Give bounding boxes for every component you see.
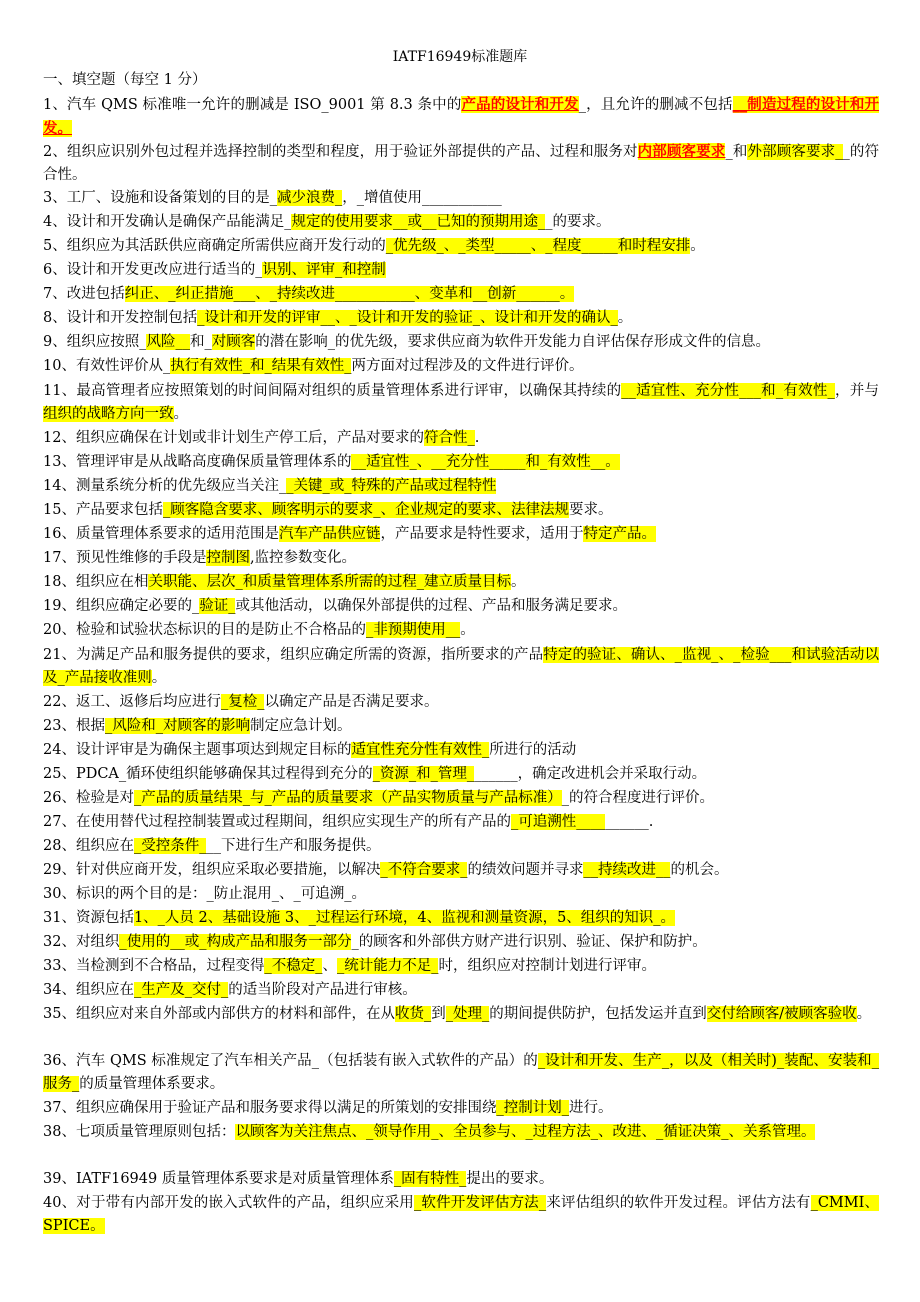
question-text: 40、对于带有内部开发的嵌入式软件的产品，组织应采用 bbox=[43, 1195, 414, 1211]
question-text: 的绩效问题并寻求 bbox=[467, 862, 584, 878]
question-text: _和 bbox=[725, 144, 748, 160]
answer-highlight: __适宜性、充分性___和_有效性_ bbox=[621, 383, 835, 399]
question-text: 。 bbox=[173, 406, 188, 423]
answer-highlight: 验证_ bbox=[199, 598, 236, 614]
question-text: 的潜在影响_的优先级，要求供应商为软件开发能力自评估保存形成文件的信息。 bbox=[255, 334, 770, 350]
question-item bbox=[43, 835, 879, 858]
question-text: 。 bbox=[617, 310, 633, 326]
question-text: 进行。 bbox=[568, 1100, 613, 1116]
question-item bbox=[43, 931, 879, 954]
question-text: 20、检验和试验状态标识的目的是防止不合格品的 bbox=[43, 622, 366, 638]
answer-highlight: _不符合要求_ bbox=[380, 862, 468, 878]
question-text: 24、设计评审是为确保主题事项达到规定目标的 bbox=[43, 742, 352, 758]
answer-highlight: __持续改进__ bbox=[583, 862, 671, 878]
question-item bbox=[43, 1050, 879, 1097]
question-item bbox=[43, 811, 879, 834]
question-text: . bbox=[474, 430, 480, 446]
question-text: 的机会。 bbox=[670, 862, 729, 878]
question-text: 5、组织应为其活跃供应商确定所需供应商开发行动的 bbox=[43, 238, 386, 254]
question-item bbox=[43, 380, 879, 427]
answer-highlight: __适宜性_、__充分性_____和_有效性__。 bbox=[351, 454, 620, 470]
question-text: 到 bbox=[431, 1006, 446, 1022]
question-item bbox=[43, 979, 879, 1002]
question-text: 。 bbox=[690, 238, 705, 254]
question-item bbox=[43, 715, 879, 738]
question-item bbox=[43, 787, 879, 810]
answer-highlight: 风险__ bbox=[146, 334, 190, 350]
question-text: 13、管理评审是从战略高度确保质量管理体系的 bbox=[43, 454, 352, 470]
question-item bbox=[43, 140, 879, 188]
question-text: 。 bbox=[460, 622, 475, 638]
question-item bbox=[43, 1121, 879, 1144]
question-text: ______. bbox=[605, 814, 654, 830]
question-text: ,监控参数变化。 bbox=[249, 550, 357, 566]
question-item bbox=[43, 1168, 879, 1191]
answer-highlight: _非预期使用__ bbox=[365, 622, 461, 638]
question-text: 15、产品要求包括 bbox=[43, 502, 163, 518]
question-text: 27、在使用替代过程控制装置或过程期间，组织应实现生产的所有产品的 bbox=[43, 814, 511, 830]
question-item bbox=[43, 1097, 879, 1120]
question-text: __下进行生产和服务提供。 bbox=[206, 838, 381, 854]
answer-highlight: _顾客隐含要求、顾客明示的要求_、企业规定的要求、法律法规 bbox=[162, 502, 569, 518]
question-text: 。 bbox=[510, 574, 526, 590]
question-text: 和_ bbox=[189, 334, 212, 350]
question-text: 或其他活动，以确保外部提供的过程、产品和服务满足要求。 bbox=[235, 598, 627, 614]
answer-highlight: 纠正、_纠正措施___、_持续改进___________、变革和__创新______。 bbox=[124, 286, 575, 302]
question-text: ，并与 bbox=[834, 383, 879, 399]
question-text: 6、设计和开发更改应进行适当的_ bbox=[43, 262, 263, 278]
question-item bbox=[43, 1003, 879, 1026]
question-item bbox=[43, 331, 879, 354]
question-text: 23、根据 bbox=[43, 718, 105, 734]
question-text: 29、针对供应商开发，组织应采取必要措施，以解决 bbox=[43, 862, 381, 878]
answer-highlight: 识别、评审_和控制 bbox=[262, 262, 386, 278]
question-item bbox=[43, 259, 879, 282]
question-text: 32、对组织 bbox=[43, 934, 120, 950]
answer-highlight: _CMMI、SPICE。 bbox=[43, 1195, 880, 1235]
question-item bbox=[43, 283, 879, 306]
question-text: 34、组织应在 bbox=[43, 982, 134, 998]
question-text: 7、改进包括 bbox=[43, 286, 125, 302]
question-text: 26、检验是对 bbox=[43, 790, 134, 806]
question-text: 28、组织应在 bbox=[43, 838, 134, 854]
answer-highlight: _资源_和_管理_ bbox=[372, 766, 475, 782]
question-text: _的顾客和外部供方财产进行识别、验证、保护和防护。 bbox=[351, 934, 707, 950]
question-text: ，产品要求是特性要求，适用于 bbox=[380, 526, 584, 542]
question-text: 的期间提供防护，包括发运并直到 bbox=[489, 1006, 707, 1022]
question-text: 16、质量管理体系要求的适用范围是 bbox=[43, 526, 279, 542]
question-text: 17、预见性维修的手段是 bbox=[43, 550, 207, 566]
answer-highlight: 对顾客 bbox=[211, 334, 256, 350]
answer-highlight: _设计和开发、生产_，以及（相关时)_装配、安装和_服务_ bbox=[43, 1053, 879, 1093]
answer-highlight: 汽车产品供应链 bbox=[278, 526, 381, 542]
question-text: 21、为满足产品和服务提供的要求，组织应确定所需的资源，指所要求的产品 bbox=[43, 647, 544, 663]
question-text: 36、汽车 QMS 标准规定了汽车相关产品_（包括装有嵌入式软件的产品）的 bbox=[43, 1053, 538, 1069]
answer-highlight: 适宜性充分性有效性_ bbox=[351, 742, 490, 758]
question-item bbox=[43, 547, 879, 570]
answer-highlight: 内部顾客要求 bbox=[637, 143, 726, 160]
question-text: 来评估组织的软件开发过程。评估方法有 bbox=[546, 1195, 811, 1211]
question-item bbox=[43, 499, 879, 522]
question-text: 9、组织应按照_ bbox=[43, 334, 147, 350]
question-item bbox=[43, 1192, 879, 1239]
answer-highlight: _处理_ bbox=[445, 1006, 490, 1022]
answer-highlight: 收货_ bbox=[394, 1006, 432, 1022]
answer-highlight: 关职能、层次_和质量管理体系所需的过程_建立质量目标 bbox=[148, 574, 511, 590]
question-item bbox=[43, 691, 879, 714]
question-text: 以确定产品是否满足要求。 bbox=[264, 694, 439, 710]
question-item bbox=[43, 211, 879, 234]
question-item bbox=[43, 955, 879, 978]
answer-highlight: _不稳定_ bbox=[264, 958, 323, 974]
answer-highlight: 外部顾客要求_ bbox=[747, 144, 843, 160]
question-item bbox=[43, 644, 879, 691]
question-text: 12、组织应确保在计划或非计划生产停工后，产品对要求的 bbox=[43, 430, 424, 446]
answer-highlight: _生产及_交付_ bbox=[133, 982, 229, 998]
question-item bbox=[43, 859, 879, 882]
question-text: 时，组织应对控制计划进行评审。 bbox=[438, 958, 656, 974]
question-text: 。 bbox=[856, 1006, 872, 1022]
question-item bbox=[43, 523, 879, 546]
question-text: 39、IATF16949 质量管理体系要求是对质量管理体系 bbox=[43, 1171, 394, 1187]
question-item bbox=[43, 427, 879, 450]
answer-highlight: 交付给顾客/被顾客验收 bbox=[706, 1006, 857, 1022]
answer-highlight: 控制图 bbox=[206, 550, 250, 566]
question-text: 33、当检测到不合格品，过程变得 bbox=[43, 958, 265, 974]
question-text: 38、七项质量管理原则包括： bbox=[43, 1124, 236, 1140]
question-text: _的符合性。 bbox=[43, 144, 880, 184]
question-text: 制定应急计划。 bbox=[249, 718, 352, 734]
answer-highlight: _统计能力不足_ bbox=[336, 958, 439, 974]
answer-highlight: 减少浪费_ bbox=[276, 190, 343, 206]
question-text: 35、组织应对来自外部或内部供方的材料和部件，在从 bbox=[43, 1006, 395, 1022]
answer-highlight: _优先级_、_类型_____、_程度_____和时程安排 bbox=[385, 238, 691, 254]
question-item bbox=[43, 475, 879, 498]
question-item bbox=[43, 619, 879, 642]
question-item bbox=[43, 907, 879, 930]
question-text: 3、工厂、设施和设备策划的目的是_ bbox=[43, 190, 277, 206]
question-text: 31、资源包括 bbox=[43, 910, 134, 926]
question-text: 4、设计和开发确认是确保产品能满足_ bbox=[43, 214, 292, 230]
question-item bbox=[43, 235, 879, 258]
question-text: 19、组织应确定必要的_ bbox=[43, 598, 200, 614]
section-heading: 一、填空题（每空 1 分） bbox=[43, 72, 207, 88]
question-text: 11、最高管理者应按照策划的时间间隔对组织的质量管理体系进行评审，以确保其持续的 bbox=[43, 383, 622, 399]
answer-highlight: 特定产品。 bbox=[583, 526, 656, 542]
question-text: 的适当阶段对产品进行审核。 bbox=[228, 982, 417, 998]
answer-highlight: 执行有效性_和_结果有效性_ bbox=[170, 358, 352, 374]
question-item bbox=[43, 883, 879, 906]
question-item bbox=[43, 763, 879, 786]
answer-highlight: _软件开发评估方法_ bbox=[413, 1195, 547, 1211]
answer-highlight: _使用的__或_构成产品和服务一部分 bbox=[119, 934, 352, 950]
answer-highlight: 符合性_ bbox=[423, 430, 475, 446]
question-text: 37、组织应确保用于验证产品和服务要求得以满足的所策划的安排围绕 bbox=[43, 1100, 497, 1116]
question-text: 1、汽车 QMS 标准唯一允许的删减是 ISO_9001 第 8.3 条中的 bbox=[43, 97, 462, 113]
question-text: 14、测量系统分析的优先级应当关注_ bbox=[43, 478, 287, 494]
answer-highlight: 1、_人员 2、基础设施 3、_过程运行环境，4、监视和测量资源，5、组织的知识_。 bbox=[133, 910, 676, 926]
answer-highlight: _固有特性_ bbox=[393, 1171, 467, 1187]
question-text: 8、设计和开发控制包括 bbox=[43, 310, 198, 326]
answer-highlight: 组织的战略方向一致 bbox=[43, 406, 174, 423]
answer-highlight: _复检_ bbox=[220, 694, 265, 710]
answer-highlight: _可追溯性____ bbox=[510, 814, 606, 830]
question-text: 25、PDCA_循环使组织能够确保其过程得到充分的 bbox=[43, 766, 373, 782]
question-text: _的符合程度进行评价。 bbox=[561, 790, 714, 806]
question-item bbox=[43, 595, 879, 618]
question-text: 、 bbox=[322, 958, 337, 974]
answer-highlight: _产品的质量结果_与_产品的质量要求（产品实物质量与产品标准） bbox=[133, 790, 562, 806]
question-text: 30、标识的两个目的是：_防止混用_、_可追溯_。 bbox=[43, 886, 366, 902]
question-text: 18、组织应在相 bbox=[43, 574, 149, 590]
question-text: ______，确定改进机会并采取行动。 bbox=[474, 766, 707, 782]
question-item bbox=[43, 93, 879, 142]
question-text: 2、组织应识别外包过程并选择控制的类型和程度，用于验证外部提供的产品、过程和服务对 bbox=[43, 144, 638, 160]
answer-highlight: 规定的使用要求__或__已知的预期用途_ bbox=[291, 214, 546, 230]
question-text: _，且允许的删减不包括 bbox=[578, 97, 733, 113]
question-text: 22、返工、返修后均应进行 bbox=[43, 694, 221, 710]
question-text: 。 bbox=[151, 670, 167, 687]
question-item bbox=[43, 739, 879, 762]
question-text: 的质量管理体系要求。 bbox=[79, 1076, 225, 1093]
answer-highlight: _受控条件_ bbox=[133, 838, 207, 854]
answer-highlight: _控制计划_ bbox=[496, 1100, 569, 1116]
answer-highlight: _设计和开发的评审__、_设计和开发的验证_、设计和开发的确认_ bbox=[197, 310, 618, 326]
answer-highlight: 产品的设计和开发 bbox=[461, 96, 579, 113]
question-text: 要求。 bbox=[568, 502, 613, 518]
question-text: 两方面对过程涉及的文件进行评价。 bbox=[351, 358, 584, 374]
question-text: 提出的要求。 bbox=[466, 1171, 554, 1187]
question-item bbox=[43, 571, 879, 594]
answer-highlight: __制造过程的设计和开发。 bbox=[43, 96, 880, 138]
question-item bbox=[43, 451, 879, 474]
question-item bbox=[43, 355, 879, 378]
answer-highlight: 特定的验证、确认、_监视_、_检验___和试验活动以及_产品接收准则 bbox=[43, 647, 880, 687]
question-text: ，_增值使用___________ bbox=[342, 190, 502, 206]
answer-highlight: 以顾客为关注焦点、_领导作用_、全员参与、_过程方法_、改进、_循证决策_、关系管理。 bbox=[235, 1124, 816, 1140]
answer-highlight: _关键_或_特殊的产品或过程特性 bbox=[286, 478, 497, 494]
answer-highlight: _风险和_对顾客的影响 bbox=[104, 718, 250, 734]
question-text: _的要求。 bbox=[545, 214, 611, 230]
question-text: 10、有效性评价从_ bbox=[43, 358, 171, 374]
question-item bbox=[43, 187, 879, 210]
question-text: 所进行的活动 bbox=[489, 742, 577, 758]
question-item bbox=[43, 307, 879, 330]
document-title: IATF16949标准题库 bbox=[392, 49, 528, 65]
